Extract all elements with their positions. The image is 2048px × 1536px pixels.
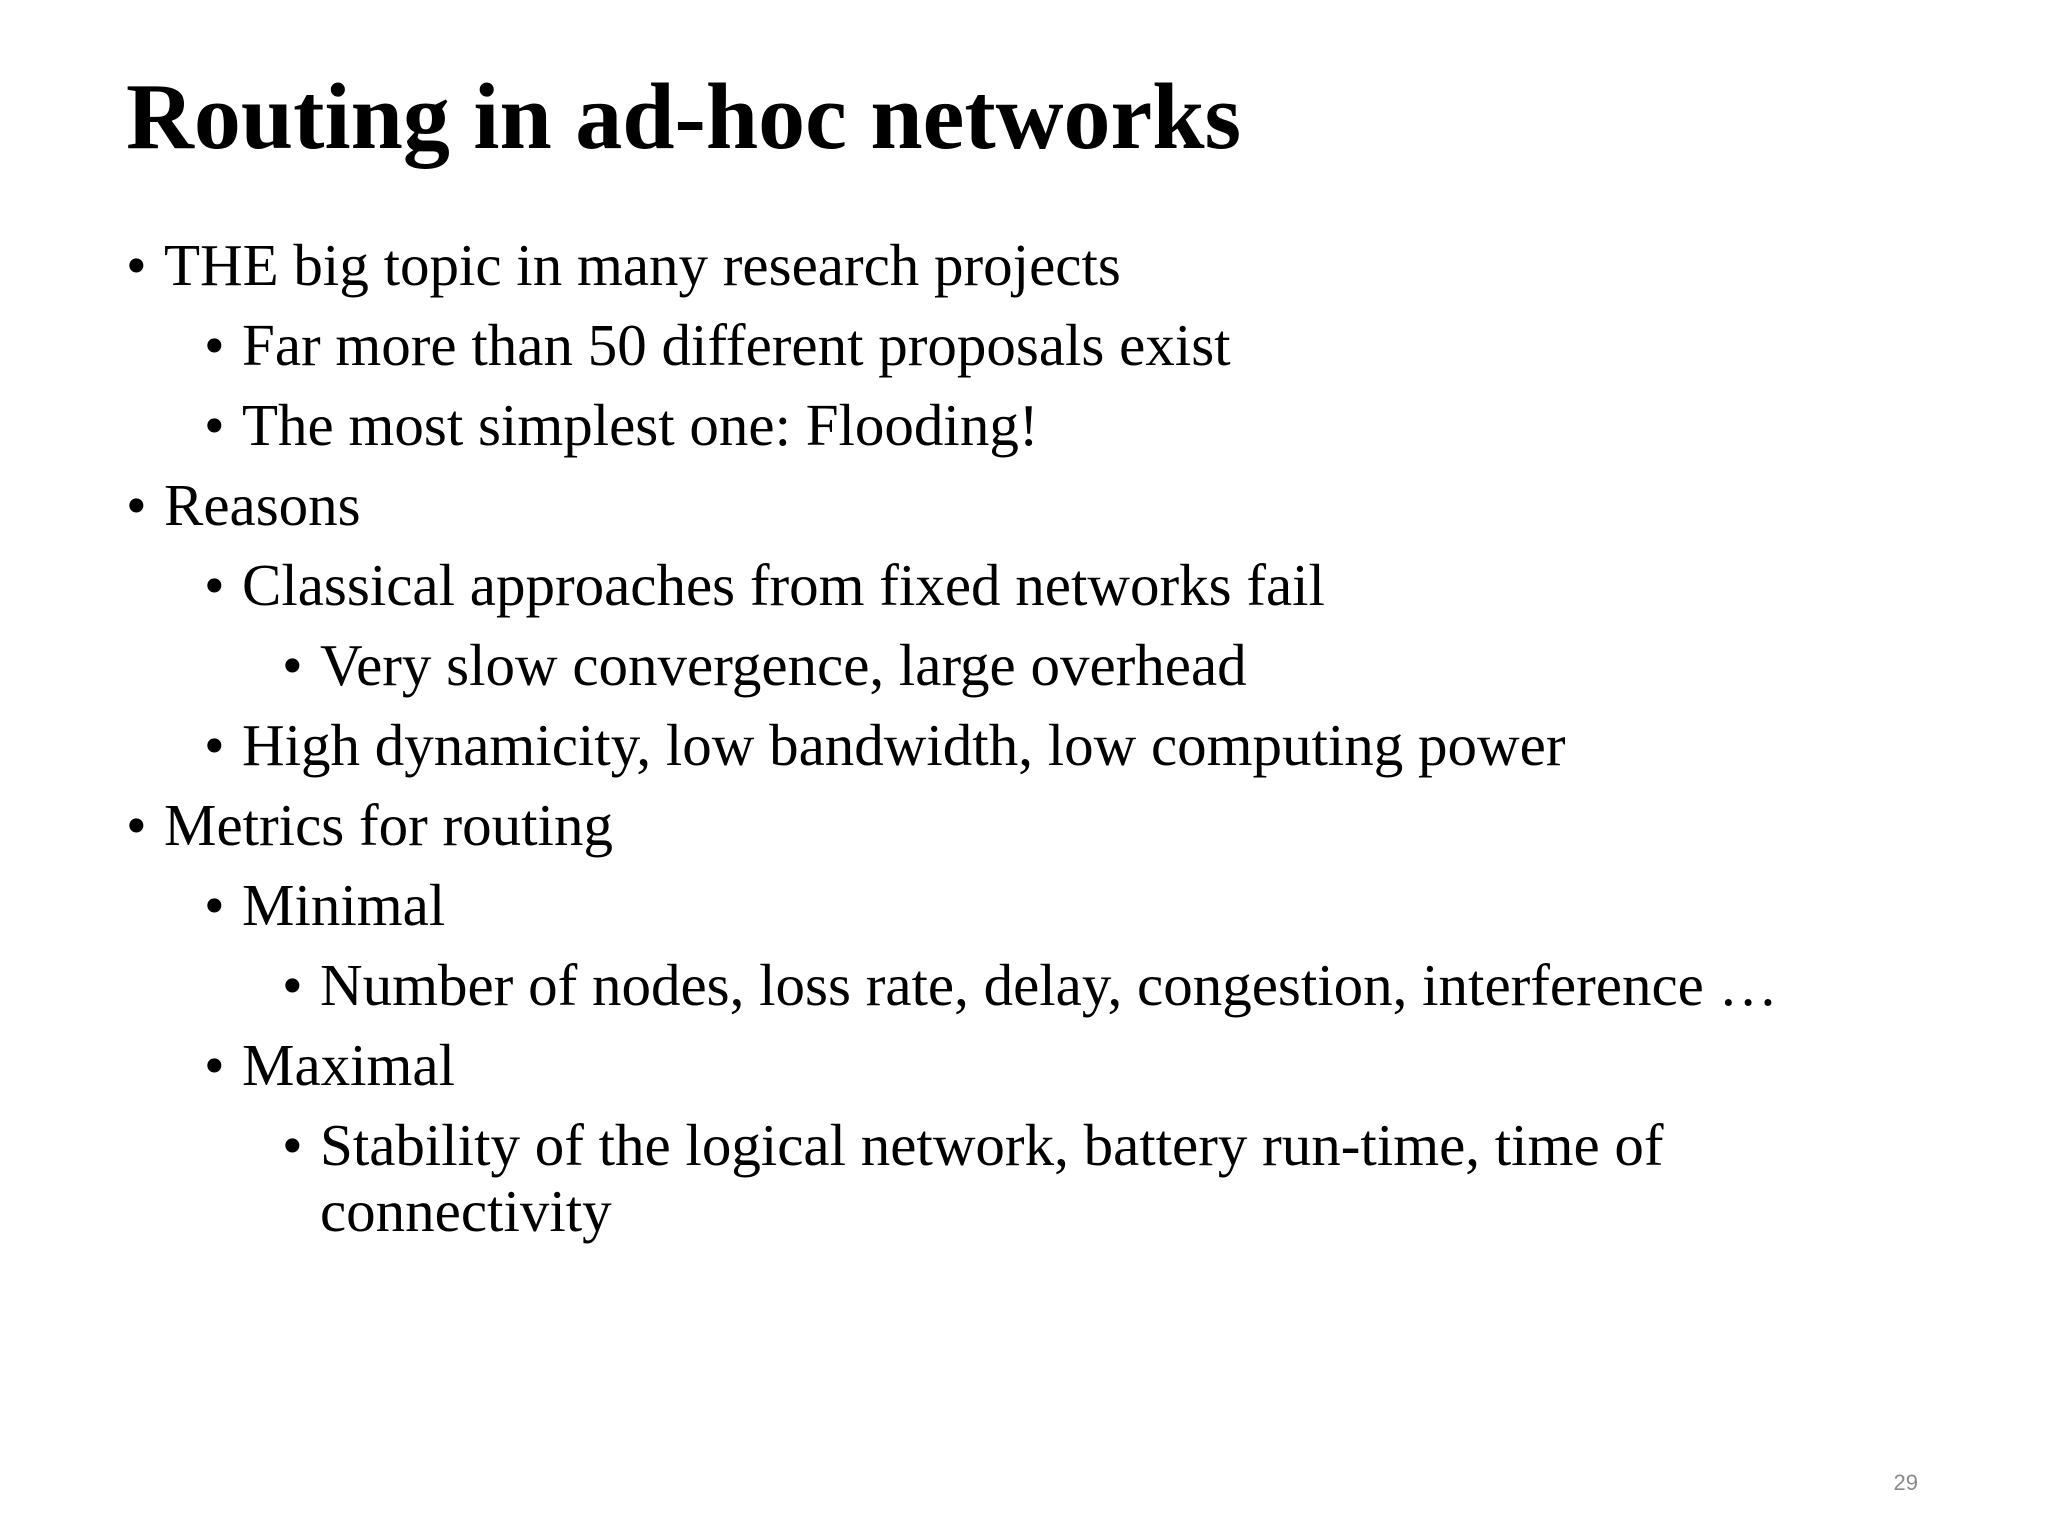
bullet-icon: • [204,312,225,378]
bullet-list [126,232,1956,1244]
bullet-item [126,232,1956,298]
bullet-icon: • [126,792,147,858]
bullet-item [204,312,1956,378]
bullet-text: Minimal [242,872,446,938]
bullet-icon: • [204,1032,225,1098]
bullet-icon: • [282,632,303,698]
bullet-text: Far more than 50 different proposals exist [242,312,1231,378]
bullet-item [126,472,1956,538]
bullet-text: Stability of the logical network, battery run-time, time of connectivity [320,1112,1664,1244]
bullet-item [204,872,1956,938]
slide-title: Routing in ad-hoc networks [126,65,1242,169]
bullet-item [204,392,1956,458]
bullet-text: THE big topic in many research projects [164,232,1121,298]
bullet-text: Reasons [164,472,361,538]
bullet-text: Metrics for routing [164,792,613,858]
bullet-icon: • [204,392,225,458]
bullet-item [204,552,1956,618]
bullet-icon: • [204,552,225,618]
bullet-text: Very slow convergence, large overhead [320,632,1247,698]
bullet-icon: • [204,712,225,778]
bullet-text: Classical approaches from fixed networks fail [242,552,1325,618]
bullet-text: High dynamicity, low bandwidth, low computing power [242,712,1566,778]
bullet-item [282,1112,1770,1244]
bullet-item [204,1032,1956,1098]
bullet-item [282,952,1956,1018]
bullet-item [282,632,1956,698]
bullet-text: Number of nodes, loss rate, delay, congestion, interference … [320,952,1778,1018]
page-number: 29 [1893,1470,1918,1495]
bullet-icon: • [282,1112,303,1178]
bullet-icon: • [126,472,147,538]
bullet-icon: • [282,952,303,1018]
bullet-icon: • [126,232,147,298]
bullet-item [204,712,1956,778]
bullet-text: The most simplest one: Flooding! [242,392,1039,458]
bullet-text: Maximal [242,1032,456,1098]
bullet-item [126,792,1956,858]
bullet-icon: • [204,872,225,938]
